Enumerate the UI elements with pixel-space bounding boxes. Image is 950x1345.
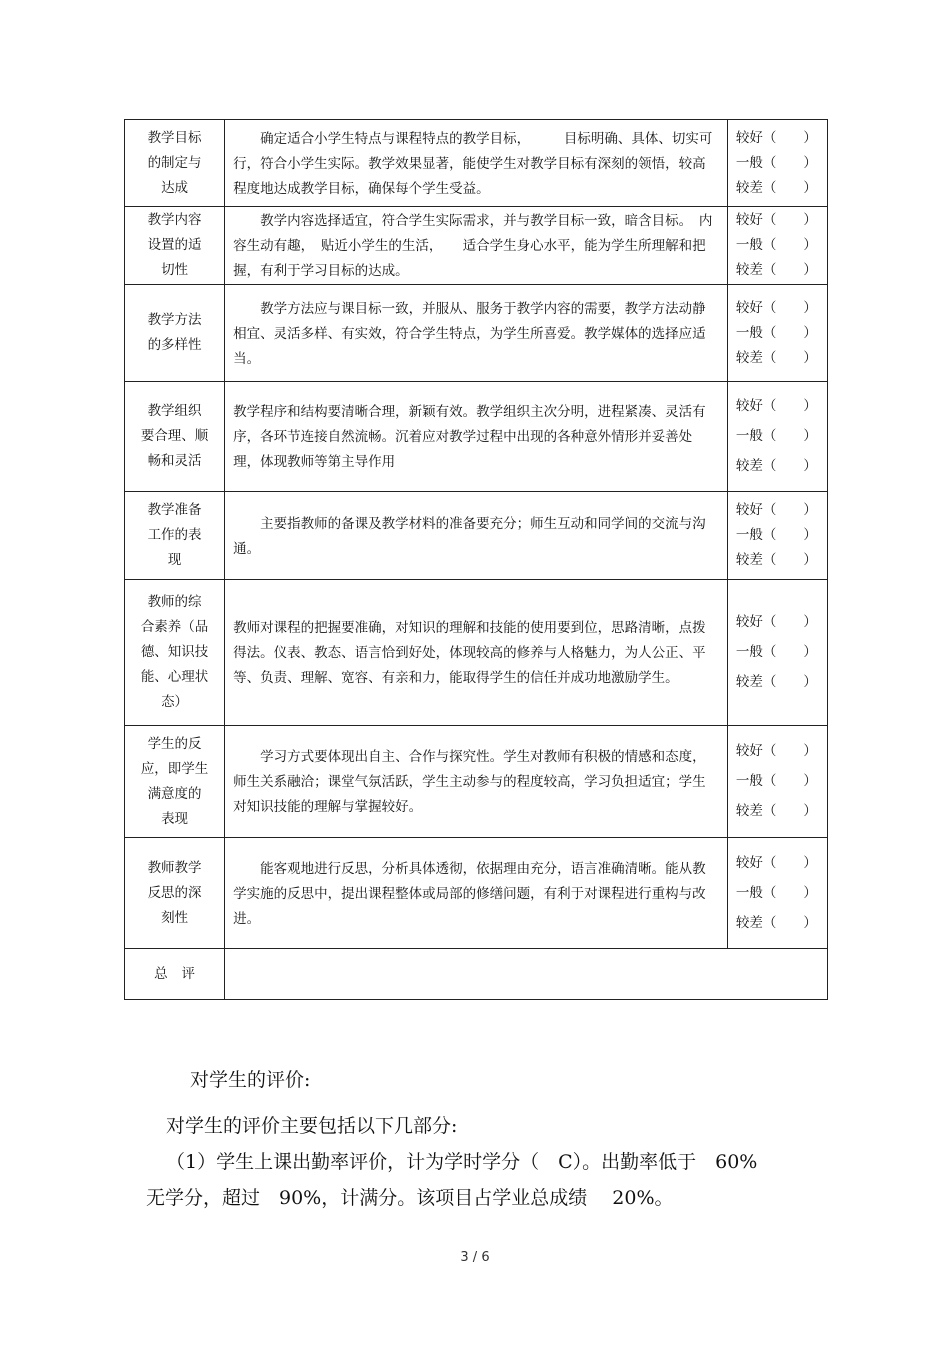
criterion-label: 教学组织 要合理、顺 畅和灵活 [140, 403, 209, 469]
rating-option[interactable]: 一般（ ） [735, 428, 817, 444]
criterion-cell [125, 382, 225, 492]
criterion-cell [125, 726, 225, 838]
rating-option[interactable]: 一般（ ） [735, 884, 817, 901]
criterion-label: 教学准备 工作的表 现 [147, 502, 202, 568]
criterion-cell [125, 492, 225, 580]
rating-cell [727, 207, 827, 285]
table-row [125, 207, 828, 285]
description-cell [225, 207, 728, 285]
rating-options [728, 610, 827, 695]
rating-option[interactable]: 较差（ ） [735, 552, 817, 568]
criterion-cell [125, 285, 225, 382]
summary-row [125, 949, 828, 1000]
description-cell [225, 580, 728, 726]
rating-options [728, 498, 827, 573]
rating-option[interactable]: 较差（ ） [735, 458, 817, 474]
table-row [125, 580, 828, 726]
criterion-cell [125, 838, 225, 949]
summary-value-cell[interactable] [225, 949, 828, 1000]
summary-label: 总评 [154, 965, 210, 982]
rating-cell [727, 580, 827, 726]
description-cell [225, 285, 728, 382]
rating-cell [727, 285, 827, 382]
description-cell [225, 382, 728, 492]
rating-option[interactable]: 较差（ ） [735, 674, 817, 690]
item-1-line-2: 无学分，超过 90%，计满分。该项目占学业总成绩 20%。 [146, 1187, 674, 1209]
table-row [125, 120, 828, 207]
criterion-description: 能客观地进行反思，分析具体透彻，依据理由充分，语言准确清晰。能从教学实施的反思中，提出课程整体或局部的修缮问题，有利于对课程进行重构与改进。 [233, 860, 706, 927]
criterion-label: 教学内容 设置的适 切性 [147, 212, 202, 278]
rating-option[interactable]: 较好（ ） [735, 502, 817, 518]
rating-cell [727, 838, 827, 949]
criterion-cell [125, 580, 225, 726]
criterion-cell [125, 120, 225, 207]
rating-option[interactable]: 较差（ ） [735, 349, 817, 366]
evaluation-table [124, 119, 828, 1000]
criterion-description: 学习方式要体现出自主、合作与探究性。学生对教师有积极的情感和态度，师生关系融洽；课堂气氛活跃，学生主动参与的程度较高，学习负担适宜；学生对知识技能的理解与掌握较好。 [233, 749, 706, 815]
summary-label-cell [125, 949, 225, 1000]
criterion-label: 教学目标 的制定与 达成 [147, 129, 202, 196]
rating-option[interactable]: 较好（ ） [735, 129, 817, 146]
rating-options [728, 126, 827, 201]
criterion-description: 教学内容选择适宜，符合学生实际需求，并与教学目标一致，暗含目标。 内容生动有趣， 贴近小学生的生活， 适合学生身心水平，能为学生所理解和把握，有利于学习目标的达成。 [233, 213, 713, 279]
criterion-description: 确定适合小学生特点与课程特点的教学目标， 目标明确、具体、切实可行，符合小学生实际。教学效果显著，能使学生对教学目标有深刻的领悟，较高程度地达成教学目标，确保每个学生受益。 [233, 130, 713, 197]
criterion-description: 教师对课程的把握要准确，对知识的理解和技能的使用要到位，思路清晰，点拨得法。仪表、教态、语言恰到好处，体现较高的修养与人格魅力，为人公正、平等、负责、理解、宽容、有亲和力，能取得学生的信任并成功地激励学生。 [233, 620, 706, 686]
rating-option[interactable]: 较差（ ） [735, 914, 817, 931]
table-row [125, 285, 828, 382]
description-cell [225, 492, 728, 580]
rating-options [728, 851, 827, 936]
criterion-label: 教学方法 的多样性 [147, 312, 202, 353]
rating-options [728, 296, 827, 371]
rating-cell [727, 726, 827, 838]
criterion-label: 教师的综 合素养（品 德、知识技 能、心理状 态） [140, 594, 209, 710]
criterion-label: 教师教学 反思的深 刻性 [147, 859, 202, 926]
table-row [125, 838, 828, 949]
rating-option[interactable]: 较好（ ） [735, 212, 817, 228]
rating-option[interactable]: 较差（ ） [735, 179, 817, 196]
criterion-description: 教学程序和结构要清晰合理，新颖有效。教学组织主次分明，进程紧凑、灵活有序，各环节连接自然流畅。沉着应对教学过程中出现的各种意外情形并妥善处理，体现教师等第主导作用 [233, 404, 706, 470]
section-heading: 对学生的评价: [190, 1069, 311, 1091]
item-1-line-1: （1）学生上课出勤率评价，计为学时学分（ C）。出勤率低于 60% [166, 1151, 758, 1173]
rating-options [728, 739, 827, 824]
criterion-cell [125, 207, 225, 285]
criterion-label: 学生的反 应，即学生 满意度的 表现 [140, 735, 209, 827]
rating-option[interactable]: 一般（ ） [735, 154, 817, 171]
page-number: 3 / 6 [460, 1250, 490, 1265]
description-cell [225, 120, 728, 207]
evaluation-table-body [125, 120, 828, 1000]
rating-option[interactable]: 较差（ ） [735, 803, 817, 819]
rating-option[interactable]: 较好（ ） [735, 614, 817, 630]
rating-option[interactable]: 一般（ ） [735, 773, 817, 789]
rating-options [728, 394, 827, 479]
rating-option[interactable]: 较好（ ） [735, 398, 817, 414]
description-cell [225, 726, 728, 838]
rating-option[interactable]: 一般（ ） [735, 644, 817, 660]
rating-option[interactable]: 较好（ ） [735, 743, 817, 759]
rating-option[interactable]: 一般（ ） [735, 237, 817, 253]
rating-option[interactable]: 较好（ ） [735, 854, 817, 871]
table-row [125, 492, 828, 580]
rating-options [728, 208, 827, 283]
rating-cell [727, 120, 827, 207]
table-row [125, 382, 828, 492]
rating-option[interactable]: 较好（ ） [735, 299, 817, 316]
criterion-description: 主要指教师的备课及教学材料的准备要充分；师生互动和同学间的交流与沟通。 [233, 515, 706, 557]
rating-option[interactable]: 较差（ ） [735, 262, 817, 278]
rating-cell [727, 382, 827, 492]
rating-cell [727, 492, 827, 580]
table-row [125, 726, 828, 838]
intro-paragraph: 对学生的评价主要包括以下几部分: [166, 1115, 458, 1137]
description-cell [225, 838, 728, 949]
rating-option[interactable]: 一般（ ） [735, 324, 817, 341]
criterion-description: 教学方法应与课目标一致，并服从、服务于教学内容的需要，教学方法动静相宜、灵活多样、有实效，符合学生特点，为学生所喜爱。教学媒体的选择应适当。 [233, 300, 706, 367]
rating-option[interactable]: 一般（ ） [735, 527, 817, 543]
